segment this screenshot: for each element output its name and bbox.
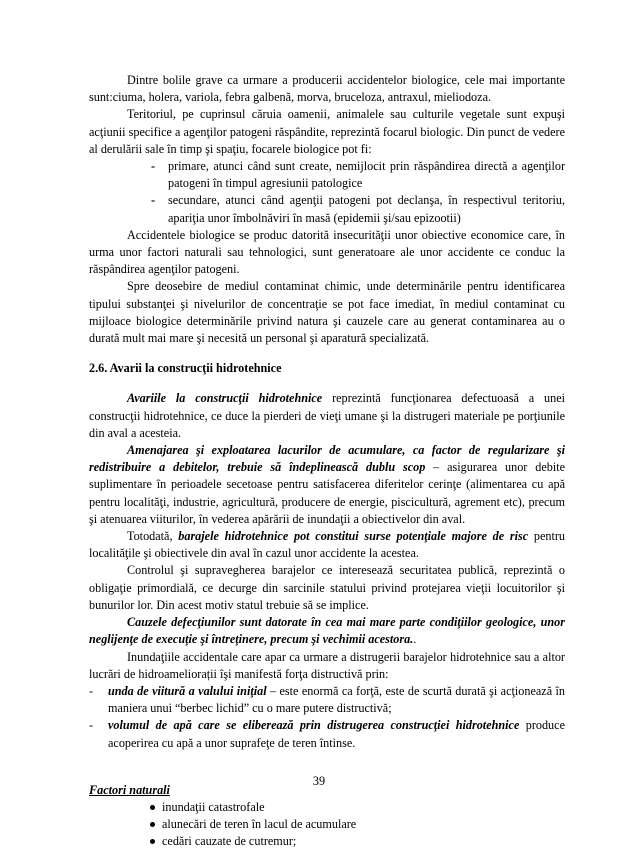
- paragraph-biological-diseases: Dintre bolile grave ca urmare a producerii accidentelor biologice, cele mai importante sunt:ciuma, holera, variola, febra galbenă, morva, bruceloza, antraxul, mieliodoza.: [89, 73, 565, 105]
- section-title: 2.6. Avarii la construcţii hidrotehnice: [89, 361, 282, 376]
- list-item: alunecări de teren în lacul de acumulare: [89, 816, 565, 833]
- page-content: [89, 72, 565, 851]
- bullet-icon: [150, 805, 155, 810]
- page-number: 39: [312, 774, 326, 788]
- focare-list: [89, 158, 565, 227]
- dash-marker: -: [89, 683, 94, 698]
- paragraph-causes: Cauzele defecţiunilor sunt datorate în cea mai mare parte condiţiilor geologice, unor neglijenţe de execuţie şi întreţinere, precum şi vechimii acestora..: [89, 615, 565, 647]
- bullet-icon: [150, 839, 155, 844]
- paragraph-control: Controlul şi supravegherea barajelor ce interesează securitatea publică, reprezintă o obligaţie primordială, ce decurge din sarcinile statului privind protejarea vieţii locuitorilor şi bunurilor lor. Din acest motiv statul trebuie să se implice.: [89, 563, 565, 612]
- paragraph-biological-accidents: Accidentele biologice se produc datorită insecurităţii unor obiective economice care, în urma unor factori naturali sau tehnologici, sunt generatoare ale unor accidente ce conduc la răspândirea agenţilor patogeni.: [89, 227, 565, 277]
- paragraph-avarii: Avariile la construcţii hidrotehnice reprezintă funcţionarea defectuoasă a unei construcţii hidrotehnice, ce duce la pierderi de vieţi umane şi la distrugeri materiale pe porţiunile din aval a acesteia.: [89, 391, 565, 440]
- paragraph-floods: Inundaţiile accidentale care apar ca urmare a distrugerii barajelor hidrotehnice sau a altor lucrări de hidroameliorații îşi manifestă forţa distructivă prin:: [89, 649, 565, 681]
- dash-marker: -: [151, 159, 156, 174]
- list-item: - primare, atunci când sunt create, nemijlocit prin răspândirea directă a agenţilor patogeni în timpul agresiunii patologice: [151, 159, 565, 191]
- list-item: - volumul de apă care se eliberează prin distrugerea construcţiei hidrotehnice produce acoperirea cu apă a unor suprafeţe de teren întinse.: [89, 718, 565, 750]
- paragraph-contamination: Spre deosebire de mediul contaminat chimic, unde determinările pentru identificarea tipului substanţei şi nivelurilor de concentraţie se pot face imediat, în mediul contaminat cu mijloace biologice determinările privind natura şi cauzele care au generat contaminarea au o durată mult mai mare şi necesită un personal şi aparatură specializată.: [89, 279, 565, 346]
- paragraph-totodata: Totodată, barajele hidrotehnice pot constitui surse potenţiale majore de risc pentru localităţile şi obiectivele din aval în cazul unor accidente la acestea.: [89, 529, 566, 561]
- list-item: inundaţii catastrofale: [89, 799, 565, 816]
- dash-marker: -: [89, 718, 94, 733]
- paragraph-biological-focus: Teritoriul, pe cuprinsul căruia oamenii, animalele sau culturile vegetale sunt expuşi acţiunii specifice a agenţilor patogeni răspândite, reprezintă focarul biologic. Din punct de vedere al derulării sale în timp şi spaţiu, focarele biologice pot fi:: [89, 107, 565, 156]
- factori-title: Factori naturali: [89, 782, 170, 797]
- factori-list: [89, 799, 565, 851]
- effects-list: [89, 683, 565, 752]
- list-item: cedări cauzate de cutremur;: [89, 833, 565, 850]
- list-item: - secundare, atunci când agenţii patogeni pot declanşa, în respectivul teritoriu, apariţia unor îmbolnăviri în masă (epidemii şi/sau epizootii): [151, 193, 565, 225]
- paragraph-amenajarea: Amenajarea şi exploatarea lacurilor de acumulare, ca factor de regularizare şi redistribuire a debitelor, trebuie să îndeplinească dublu scop – asigurarea unor debite suplimentare în perioadele secetoase pentru satisfacerea diferitelor cerinţe (alimentarea cu apă pentru localităţi, industrie, agricultură, producere de energie, piscicultură, agrement etc), precum şi atenuarea viiturilor, în vederea apărării de inundaţii a obiectivelor din aval.: [89, 443, 565, 526]
- list-item: - unda de viitură a valului iniţial – este enormă ca forţă, este de scurtă durată şi acţionează în maniera unui “berbec lichid” cu o mare putere distructivă;: [89, 683, 565, 716]
- bullet-icon: [150, 822, 155, 827]
- dash-marker: -: [151, 193, 156, 208]
